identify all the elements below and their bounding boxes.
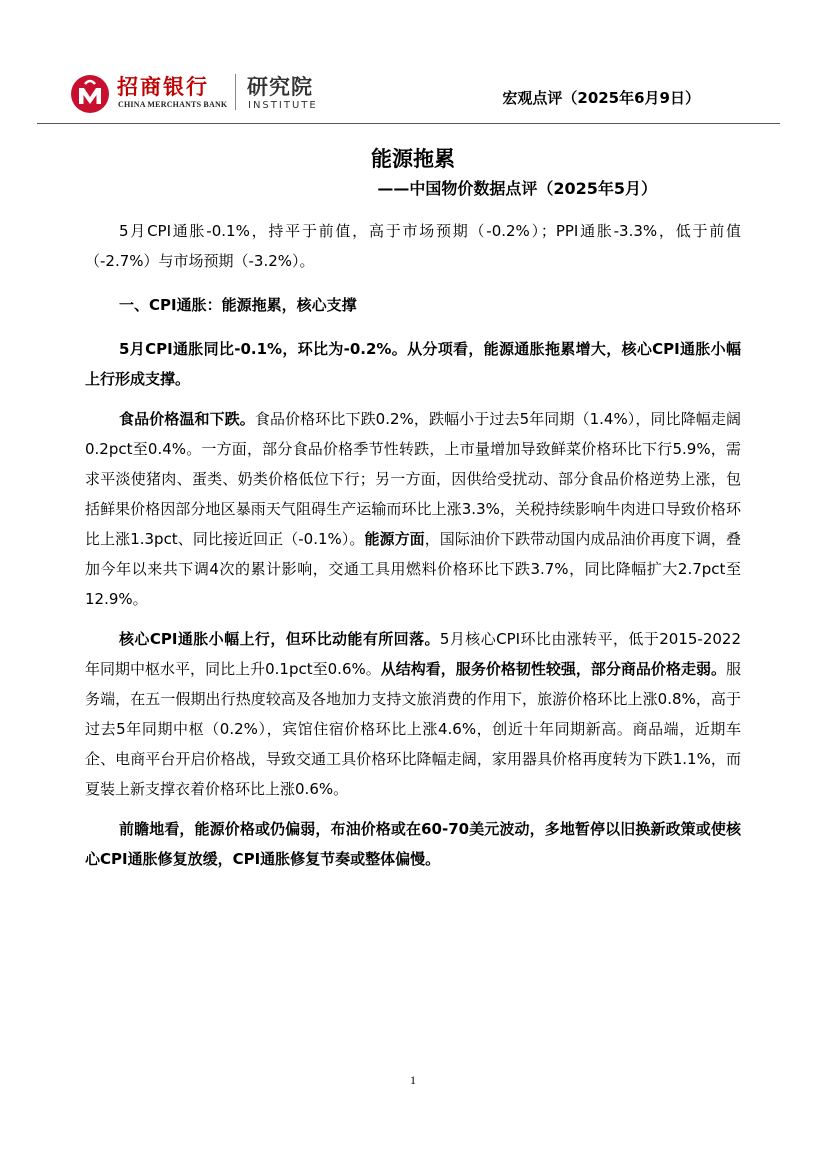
core-paragraph <box>85 624 741 804</box>
summary-paragraph: 5月CPI通胀-0.1%，持平于前值，高于市场预期（-0.2%）；PPI通胀-3.3%，低于前值（-2.7%）与市场预期（-3.2%）。 <box>85 222 741 270</box>
food-paragraph <box>85 404 741 614</box>
energy-lead: 能源方面 <box>364 530 425 548</box>
lead-paragraph: 5月CPI通胀同比-0.1%，环比为-0.2%。从分项看，能源通胀拖累增大，核心CPI通胀小幅上行形成支撑。 <box>85 340 741 388</box>
energy-body: ，国际油价下跌带动国内成品油价再度下调，叠加今年以来共下调4次的累计影响，交通工具用燃料价格环比下跌3.7%，同比降幅扩大2.7pct至12.9%。 <box>85 530 741 608</box>
document-body <box>85 140 741 874</box>
institute-name-en: INSTITUTE <box>248 100 318 111</box>
page-number: 1 <box>410 1073 416 1087</box>
document-type-date: 宏观点评（2025年6月9日） <box>502 89 700 107</box>
outlook-paragraph: 前瞻地看，能源价格或仍偏弱，布油价格或在60-70美元波动，多地暂停以旧换新政策或使核心CPI通胀修复放缓，CPI通胀修复节奏或整体偏慢。 <box>85 820 741 868</box>
structure-lead: 从结构看，服务价格韧性较强，部分商品价格走弱。 <box>380 660 726 678</box>
food-lead: 食品价格温和下跌。 <box>119 410 255 428</box>
report-title: 能源拖累 <box>371 147 455 171</box>
page-header <box>0 0 826 126</box>
core-lead: 核心CPI通胀小幅上行，但环比动能有所回落。 <box>119 630 440 648</box>
bank-name-cn: 招商银行 <box>117 75 209 99</box>
core-body: 5月核心CPI环比由涨转平，低于2015-2022年同期中枢水平，同比上升0.1pct至0.6%。 <box>85 630 741 678</box>
institute-name-cn: 研究院 <box>247 75 313 99</box>
header-divider <box>37 123 780 124</box>
food-body: 食品价格环比下跌0.2%，跌幅小于过去5年同期（1.4%），同比降幅走阔0.2pct至0.4%。一方面，部分食品价格季节性转跌，上市量增加导致鲜菜价格环比下行5.9%，需求平淡使猪肉、蛋类、奶类价格低位下行；另一方面，因供给受扰动、部分食品价格逆势上涨，包括鲜果价格因部分地区暴雨天气阻碍生产运输而环比上涨3.3%，关税持续影响牛肉进口导致价格环比上涨1.3pct、同比接近回正（-0.1%）。 <box>85 410 741 548</box>
structure-body: 服务端，在五一假期出行热度较高及各地加力支持文旅消费的作用下，旅游价格环比上涨0.8%，高于过去5年同期中枢（0.2%），宾馆住宿价格环比上涨4.6%，创近十年同期新高。商品端，近期车企、电商平台开启价格战，导致交通工具价格环比降幅走阔，家用器具价格再度转为下跌1.1%，而夏装上新支撑衣着价格环比上涨0.6%。 <box>85 660 741 798</box>
section-heading-cpi: 一、CPI通胀：能源拖累，核心支撑 <box>119 296 357 314</box>
cmb-logo-icon <box>70 74 110 114</box>
logo-divider <box>235 74 236 110</box>
report-subtitle: ——中国物价数据点评（2025年5月） <box>377 179 657 198</box>
bank-name-en: CHINA MERCHANTS BANK <box>118 100 228 109</box>
